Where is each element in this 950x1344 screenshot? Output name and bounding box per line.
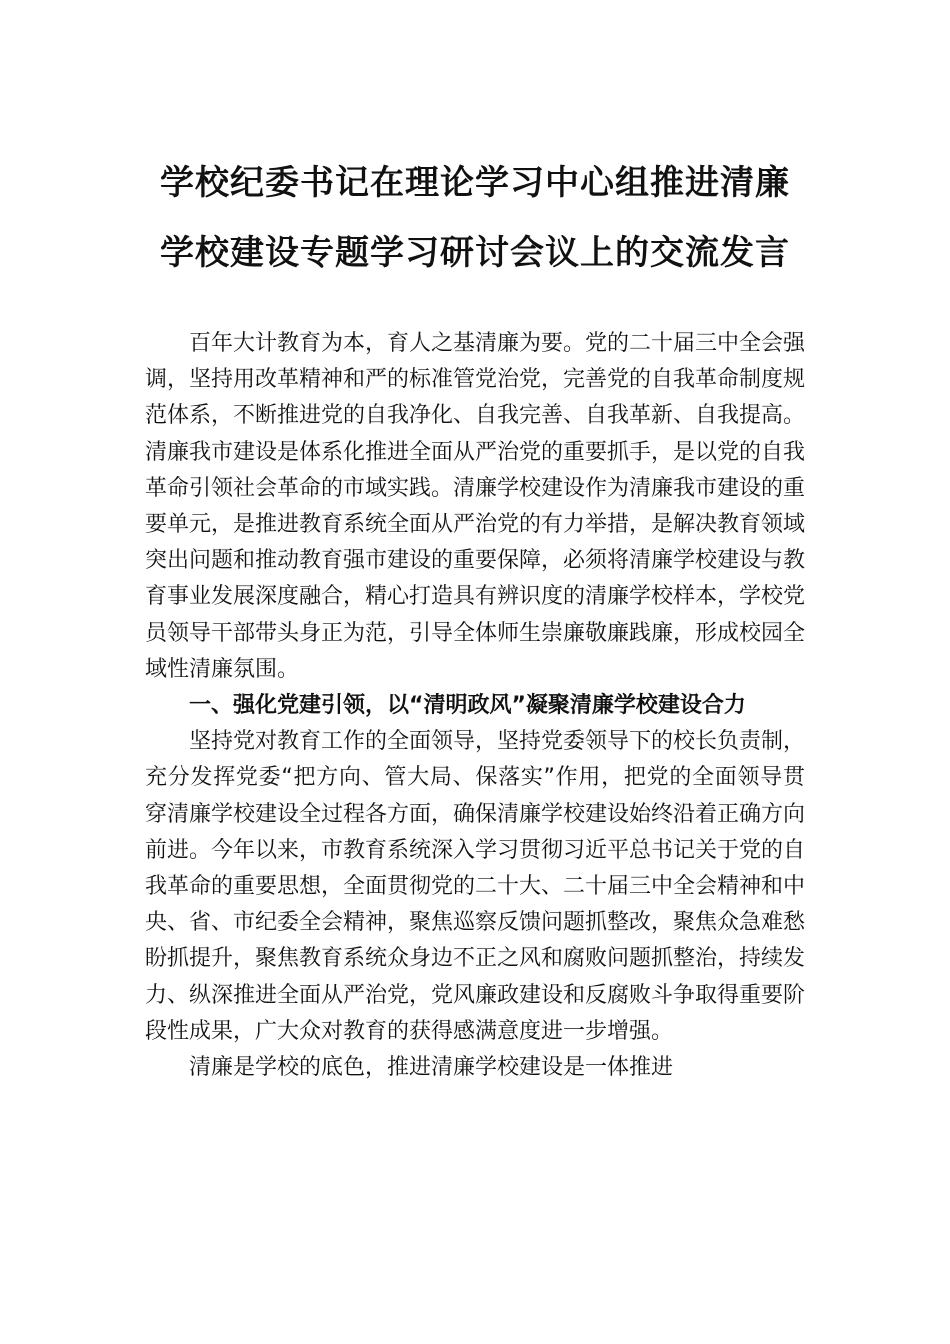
- paragraph-continued: 清廉是学校的底色，推进清廉学校建设是一体推进: [189, 1055, 674, 1081]
- section-heading-1: 一、强化党建引领，以“清明政风”凝聚清廉学校建设合力: [189, 693, 746, 719]
- title-line-2: 学校建设专题学习研讨会议上的交流发言: [160, 233, 790, 273]
- title-line-1: 学校纪委书记在理论学习中心组推进清廉: [160, 163, 790, 203]
- document-body: [145, 326, 805, 1086]
- paragraph-intro: 百年大计教育为本，育人之基清廉为要。党的二十届三中全会强调，坚持用改革精神和严的标准管党治党，完善党的自我革命制度规范体系，不断推进党的自我净化、自我完善、自我革新、自我提高。清廉我市建设是体系化推进全面从严治党的重要抓手，是以党的自我革命引领社会革命的市域实践。清廉学校建设作为清廉我市建设的重要单元，是推进教育系统全面从严治党的有力举措，是解决教育领域突出问题和推动教育强市建设的重要保障，必须将清廉学校建设与教育事业发展深度融合，精心打造具有辨识度的清廉学校样本，学校党员领导干部带头身正为范，引导全体师生崇廉敬廉践廉，形成校园全域性清廉氛围。: [145, 331, 806, 682]
- document-title: [120, 148, 830, 288]
- paragraph-section-1: 坚持党对教育工作的全面领导，坚持党委领导下的校长负责制，充分发挥党委“把方向、管大局、保落实”作用，把党的全面领导贯穿清廉学校建设全过程各方面，确保清廉学校建设始终沿着正确方向前进。今年以来，市教育系统深入学习贯彻习近平总书记关于党的自我革命的重要思想，全面贯彻党的二十大、二十届三中全会精神和中央、省、市纪委全会精神，聚焦巡察反馈问题抓整改，聚焦众急难愁盼抓提升，聚焦教育系统众身边不正之风和腐败问题抓整治，持续发力、纵深推进全面从严治党，党风廉政建设和反腐败斗争取得重要阶段性成果，广大众对教育的获得感满意度进一步增强。: [145, 729, 806, 1044]
